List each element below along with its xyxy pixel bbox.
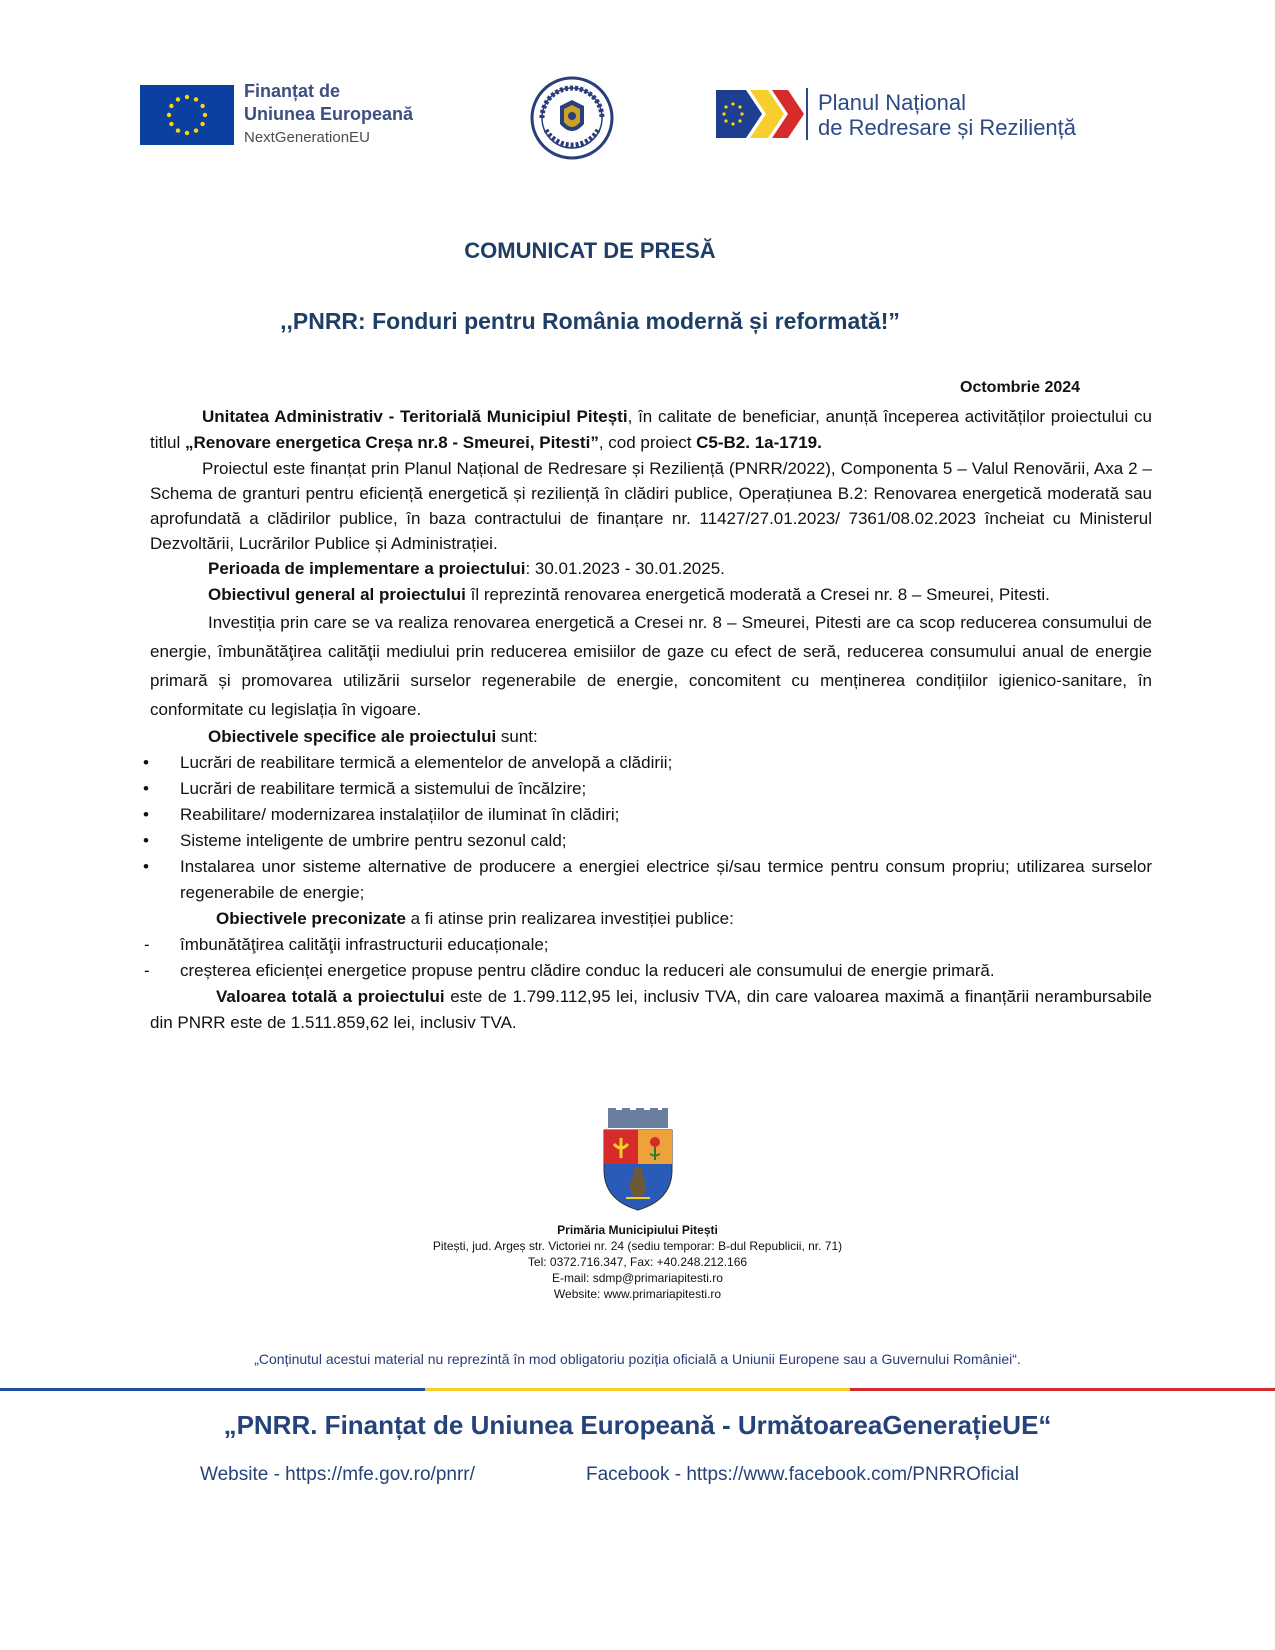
intro-text-2: , cod proiect [598,433,697,452]
website-link[interactable]: Website - https://mfe.gov.ro/pnrr/ [200,1464,475,1485]
list-item: • Sisteme inteligente de umbrire pentru sezonul cald; [143,831,567,850]
eu-star-icon [194,97,198,101]
list-item: • Lucrări de reabilitare termică a elementelor de anvelopă a clădirii; [143,753,673,772]
paragraph-specific-objectives [150,724,1152,750]
intro-text-1: , în calitate de beneficiar, anunță începerea activităților proiectului cu titlul [150,407,1153,452]
general-objective-label: Obiectivul general al proiectului [208,585,466,604]
institution-address: Pitești, jud. Argeș str. Victoriei nr. 24 (sediu temporar: B-dul Republicii, nr. 71) [432,1239,843,1253]
institution-website: Website: www.primariapitesti.ro [553,1287,722,1301]
eu-star-icon [203,113,207,117]
expected-objectives-intro: a fi atinse prin realizarea investiției publice: [405,909,734,928]
paragraph-funding: Proiectul este finanțat prin Planul Național de Redresare și Reziliență (PNRR/2022), Componenta 5 – Valul Renovării, Axa 2 – Schema de granturi pentru eficiență energetică și reziliență în clădiri publice, Operațiunea B.2: Renovarea energetică moderată sau aprofundată a clădirilor publice, în baza contractului de finanțare nr. 11427/27.01.2023/ 7361/08.02.2023 încheiat cu Ministerul Dezvoltării, Lucrărilor Publice și Administrației. [150,459,1152,553]
document-date: Octombrie 2024 [960,379,1081,396]
specific-objectives-intro: sunt: [496,727,538,746]
period-value: : 30.01.2023 - 30.01.2025. [525,559,725,578]
expected-objectives-list [144,932,1152,984]
general-objective-text: îl reprezintă renovarea energetică moderată a Cresei nr. 8 – Smeurei, Pitesti. [465,585,1050,604]
paragraph-general-objective [150,582,1152,608]
list-item: • Instalarea unor sisteme alternative de producere a energiei electrice și/sau termice pentru consum propriu; utilizarea surselor regenerabile de energie; [143,857,1152,902]
pnrr-line-2: de Redresare și Reziliență [818,115,1077,140]
institution-email: E-mail: sdmp@primariapitesti.ro [552,1271,723,1285]
project-code: C5-B2. 1a-1719. [696,433,822,452]
eu-star-icon [176,128,180,132]
disclaimer: „Conținutul acestui material nu reprezintă în mod obligatoriu poziția oficială a Uniunii Europene sau a Guvernului României“. [254,1351,1021,1367]
coat-of-arms-icon [600,1108,676,1212]
expected-objectives-label: Obiectivele preconizate [216,909,406,928]
institution-name: Primăria Municipiului Pitești [557,1223,718,1237]
paragraph-expected-objectives [150,906,1152,932]
total-value-label: Valoarea totală a proiectului [216,987,445,1006]
project-title: „Renovare energetica Creșa nr.8 - Smeurei, Pitesti” [184,433,599,452]
document-subtitle: ,,PNRR: Fonduri pentru România modernă și reformată!” [280,308,900,334]
facebook-link[interactable]: Facebook - https://www.facebook.com/PNRROficial [586,1464,1019,1485]
document-title: COMUNICAT DE PRESĂ [464,238,716,263]
pnrr-slogan: „PNRR. Finanțat de Uniunea Europeană - UrmătoareaGenerațieUE“ [223,1410,1052,1440]
paragraph-period [150,556,1152,582]
eu-funding-label [244,80,413,149]
eu-star-icon [200,122,204,126]
eu-star-icon [169,122,173,126]
pnrr-label [818,90,1076,140]
institution-address-block [0,1222,1275,1302]
eu-line-3: NextGenerationEU [244,129,370,146]
total-value-text: este de 1.799.112,95 lei, inclusiv TVA, din care valoarea maximă a finanțării nerambursabile din PNRR este de 1.511.859,62 lei, inclusiv TVA. [150,987,1152,1032]
government-seal-icon [530,76,614,160]
eu-flag-icon [140,85,234,145]
eu-star-icon [185,95,189,99]
eu-star-icon [194,128,198,132]
pnrr-line-1: Planul Național [818,90,966,115]
eu-star-icon [169,104,173,108]
institution-phone: Tel: 0372.716.347, Fax: +40.248.212.166 [527,1255,748,1269]
period-label: Perioada de implementare a proiectului [208,559,526,578]
list-item: - creșterea eficienței energetice propuse pentru clădire conduc la reduceri ale consumului de energie primară. [144,961,995,980]
list-item: • Reabilitare/ modernizarea instalațiilor de iluminat în clădiri; [143,805,620,824]
pnrr-logo-icon [716,86,808,142]
paragraph-total-value [150,984,1152,1036]
document-body [143,404,1153,1036]
specific-objectives-label: Obiectivele specifice ale proiectului [208,727,497,746]
paragraph-intro [150,404,1152,456]
eu-star-icon [200,104,204,108]
eu-line-2: Uniunea Europeană [244,104,414,124]
eu-star-icon [176,97,180,101]
specific-objectives-list [144,750,1152,906]
beneficiary-name: Unitatea Administrativ - Teritorială Municipiul Pitești [202,407,628,426]
list-item: - îmbunătăţirea calităţii infrastructurii educaționale; [144,935,549,954]
eu-star-icon [185,131,189,135]
eu-line-1: Finanțat de [244,81,341,101]
paragraph-investment: Investiția prin care se va realiza renovarea energetică a Cresei nr. 8 – Smeurei, Pitesti are ca scop reducerea consumului de energie, îmbunătăţirea calităţii mediului prin reducerea emisiilor de gaze cu efect de seră, reducerea consumului anual de energie primară și promovarea utilizării surselor regenerabile de energie, concomitent cu menținerea condițiilor igienico-sanitare, în conformitate cu legislația în vigoare. [150,613,1152,719]
eu-star-icon [167,113,171,117]
list-item: • Lucrări de reabilitare termică a sistemului de încălzire; [143,779,587,798]
tricolor-divider [0,1388,1275,1391]
